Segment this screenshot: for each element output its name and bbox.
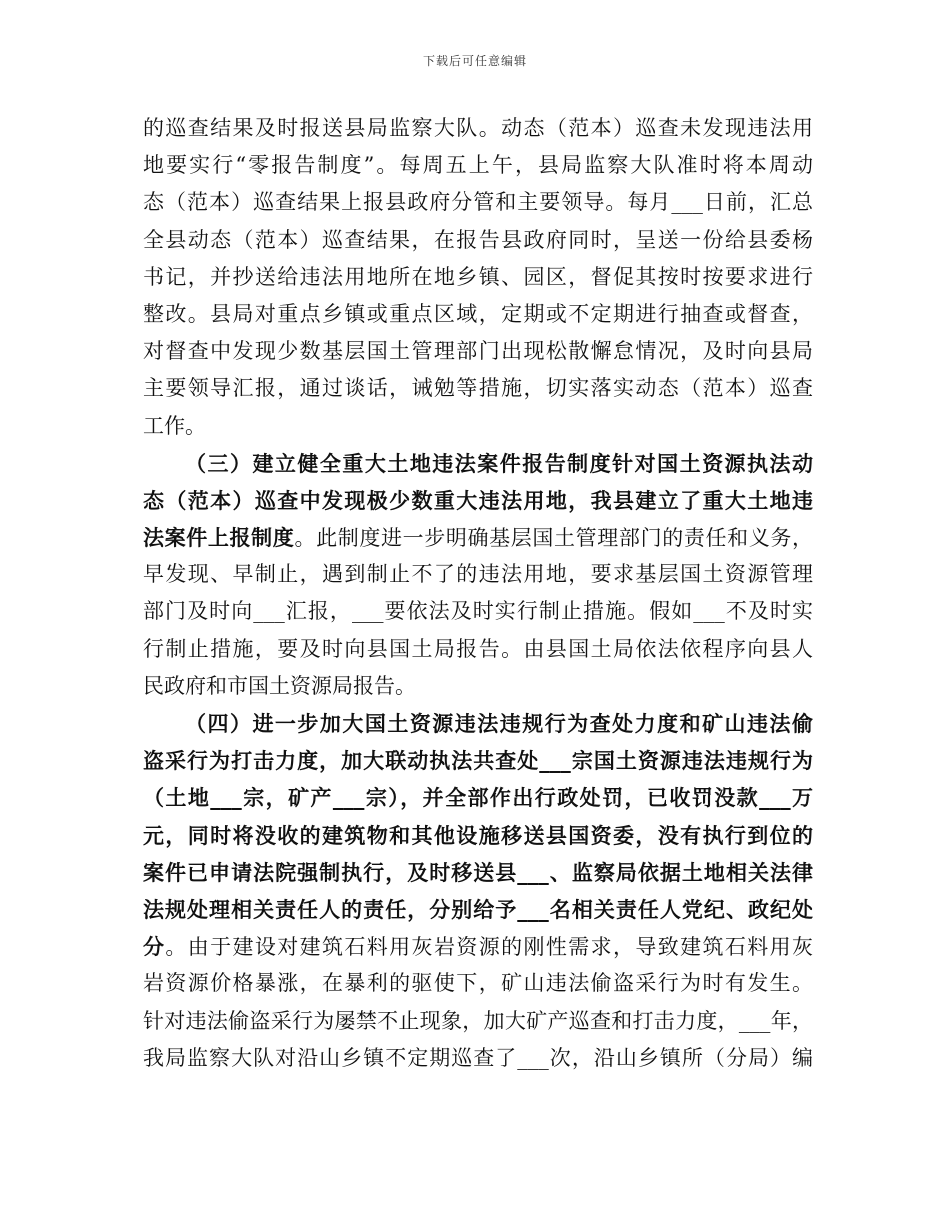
paragraph-line: 部门及时向___汇报，___要依法及时实行制止措施。假如___不及时实: [143, 599, 813, 624]
section-heading-line: 案件已申请法院强制执行，及时移送县___、监察局依据土地相关法律: [143, 859, 813, 885]
paragraph-line: 主要领导汇报，通过谈话，诫勉等措施，切实落实动态（范本）巡查: [143, 376, 813, 401]
section-heading-line: （三）建立健全重大土地违法案件报告制度针对国土资源执法动: [185, 450, 813, 476]
paragraph-line: 工作。: [143, 413, 206, 438]
bold-run: 法案件上报制度: [143, 525, 295, 551]
paragraph-line: 民政府和市国土资源局报告。: [143, 673, 416, 698]
normal-run: 。此制度进一步明确基层国土管理部门的责任和义务，: [294, 526, 814, 551]
paragraph-line: 全县动态（范本）巡查结果，在报告县政府同时，呈送一份给县委杨: [143, 227, 813, 252]
section-heading-line: 态（范本）巡查中发现极少数重大违法用地，我县建立了重大土地违: [143, 487, 813, 513]
paragraph-line: 地要实行“零报告制度”。每周五上午，县局监察大队准时将本周动: [143, 153, 813, 178]
paragraph-line: 我局监察大队对沿山乡镇不定期巡查了___次，沿山乡镇所（分局）编: [143, 1045, 813, 1070]
paragraph-line: [143, 519, 813, 556]
section-heading-line: 元，同时将没收的建筑物和其他设施移送县国资委，没有执行到位的: [143, 822, 813, 848]
paragraph-line: 早发现、早制止，遇到制止不了的违法用地，要求基层国土资源管理: [143, 562, 813, 587]
page-header: 下载后可任意编辑: [422, 54, 527, 68]
paragraph-line: 对督查中发现少数基层国土管理部门出现松散懈怠情况，及时向县局: [143, 339, 813, 364]
section-heading-line: 盗采行为打击力度，加大联动执法共查处___宗国土资源违法违规行为: [143, 748, 813, 774]
section-heading-line: （土地___宗，矿产___宗），并全部作出行政处罚，已收罚没款___万: [143, 785, 813, 811]
section-heading-line: （四）进一步加大国土资源违法违规行为查处力度和矿山违法偷: [185, 711, 813, 736]
normal-run: 。由于建设对建筑石料用灰岩资源的刚性需求，导致建筑石料用灰: [165, 935, 814, 960]
paragraph-line: 的巡查结果及时报送县局监察大队。动态（范本）巡查未发现违法用: [143, 116, 813, 140]
section-heading-line: 法规处理相关责任人的责任，分别给予___名相关责任人党纪、政纪处: [143, 896, 813, 922]
paragraph-line: 态（范本）巡查结果上报县政府分管和主要领导。每月___日前，汇总: [143, 190, 813, 215]
paragraph-line: 行制止措施，要及时向县国土局报告。由县国土局依法依程序向县人: [143, 636, 813, 661]
bold-run: 分: [143, 934, 166, 960]
paragraph-line: 书记，并抄送给违法用地所在地乡镇、园区，督促其按时按要求进行: [143, 264, 813, 289]
document-body: [143, 110, 813, 1077]
paragraph-line: 岩资源价格暴涨，在暴利的驱使下，矿山违法偷盗采行为时有发生。: [143, 971, 813, 996]
paragraph-line: 整改。县局对重点乡镇或重点区域，定期或不定期进行抽查或督查，: [143, 301, 813, 326]
paragraph-line: 针对违法偷盗采行为屡禁不止现象，加大矿产巡查和打击力度，___年，: [143, 1008, 813, 1033]
paragraph-line: [143, 928, 813, 965]
